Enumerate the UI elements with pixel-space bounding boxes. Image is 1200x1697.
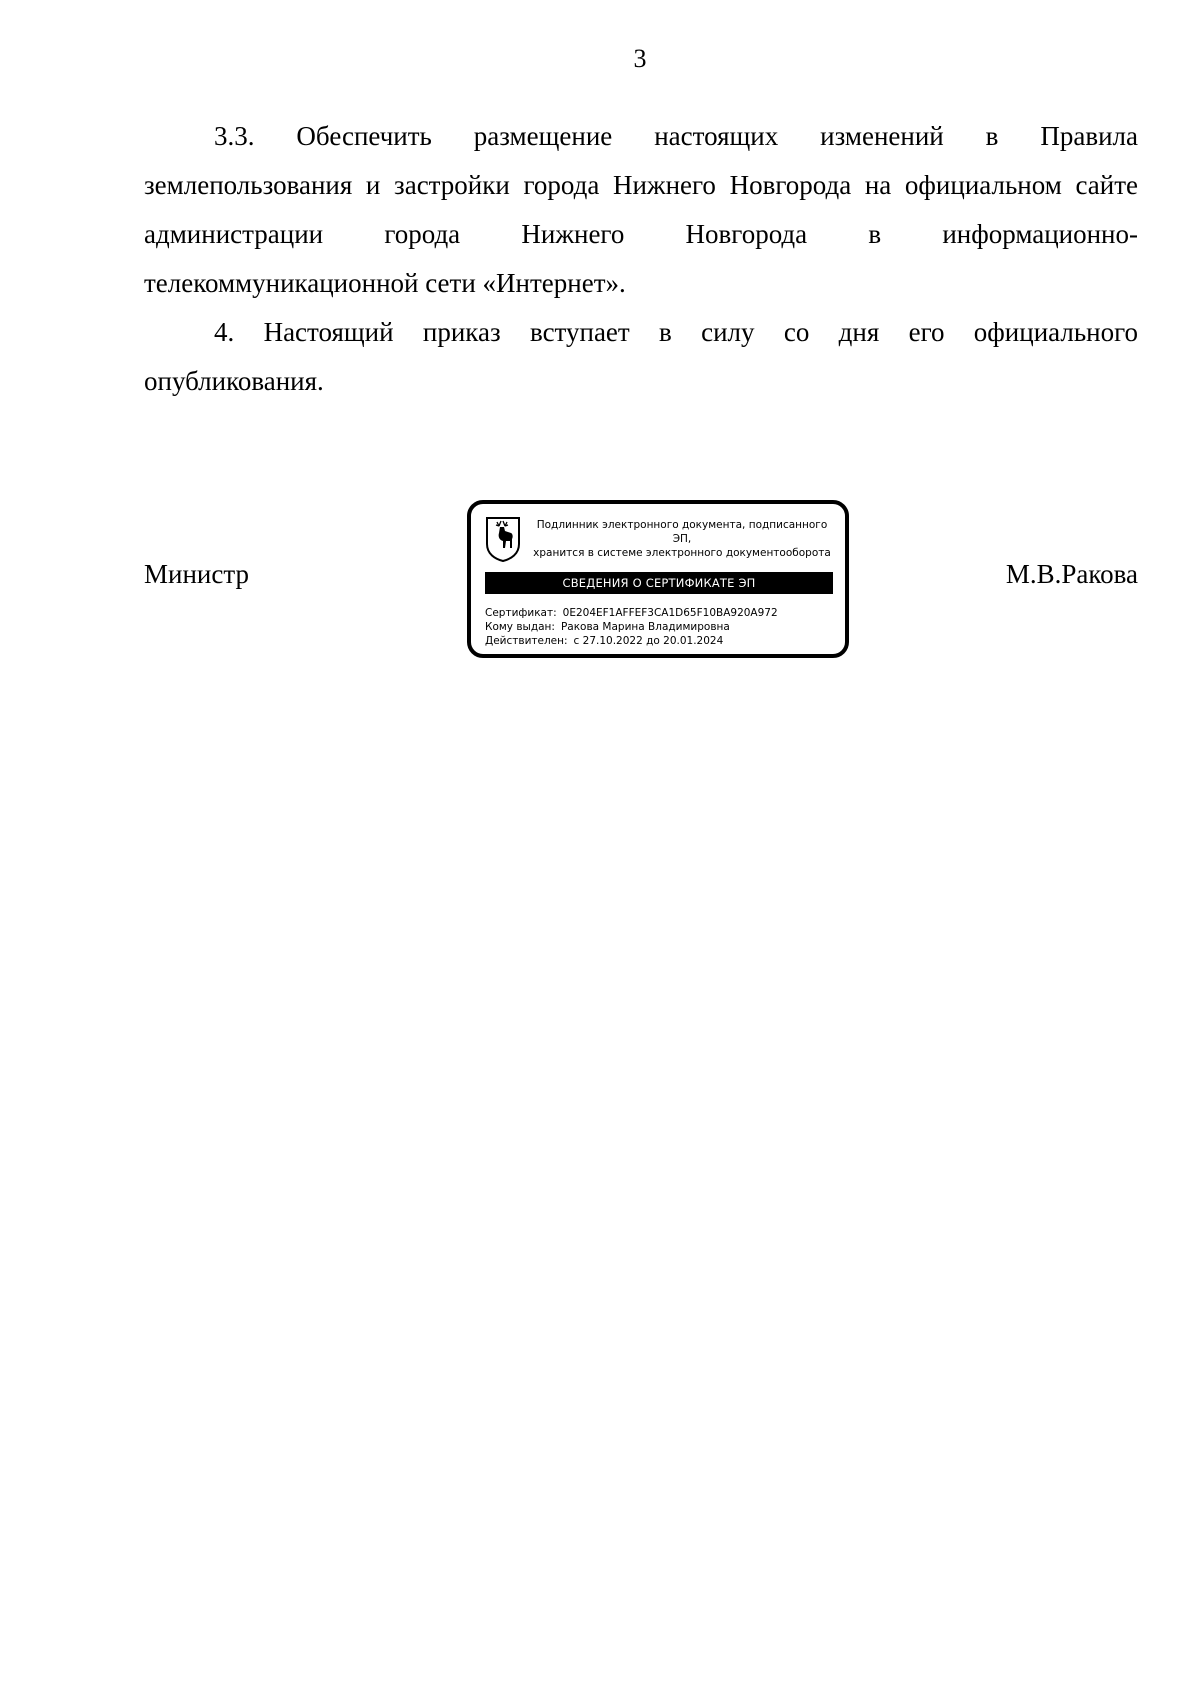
paragraph-4 bbox=[144, 308, 1138, 406]
paragraph-3-3-line-3: администрации города Нижнего Новгорода в информационно- bbox=[144, 219, 1138, 249]
electronic-signature-stamp bbox=[467, 500, 849, 658]
paragraph-3-3-line-1: 3.3. Обеспечить размещение настоящих изменений в Правила bbox=[214, 121, 1138, 151]
paragraph-3-3-line-2: землепользования и застройки города Нижнего Новгорода на официальном сайте bbox=[144, 170, 1138, 200]
stamp-header bbox=[527, 518, 837, 560]
certificate-info-bar: СВЕДЕНИЯ О СЕРТИФИКАТЕ ЭП bbox=[485, 572, 833, 594]
validity-value: с 27.10.2022 до 20.01.2024 bbox=[573, 635, 724, 647]
stamp-header-line-1: Подлинник электронного документа, подписанного ЭП, bbox=[536, 519, 828, 545]
stamp-header-line-2: хранится в системе электронного документооборота bbox=[533, 547, 831, 559]
nizhny-novgorod-deer-emblem-icon bbox=[485, 516, 521, 562]
document-body bbox=[144, 112, 1138, 406]
paragraph-4-line-2: опубликования. bbox=[144, 366, 324, 396]
certificate-details bbox=[485, 606, 837, 648]
signatory-name: М.В.Ракова bbox=[1005, 559, 1138, 589]
validity-row bbox=[485, 634, 837, 648]
validity-label: Действителен: bbox=[485, 635, 568, 647]
certificate-row bbox=[485, 606, 837, 620]
certificate-label: Сертификат: bbox=[485, 607, 557, 619]
certificate-value: 0E204EF1AFFEF3CA1D65F10BA920A972 bbox=[562, 607, 778, 619]
paragraph-3-3-line-4: телекоммуникационной сети «Интернет». bbox=[144, 268, 626, 298]
page-number: 3 bbox=[633, 44, 647, 73]
paragraph-3-3 bbox=[144, 112, 1138, 308]
paragraph-4-line-1: 4. Настоящий приказ вступает в силу со дня его официального bbox=[214, 317, 1138, 347]
issued-to-value: Ракова Марина Владимировна bbox=[560, 621, 730, 633]
signatory-title: Министр bbox=[144, 559, 249, 589]
issued-to-row bbox=[485, 620, 837, 634]
issued-to-label: Кому выдан: bbox=[485, 621, 555, 633]
